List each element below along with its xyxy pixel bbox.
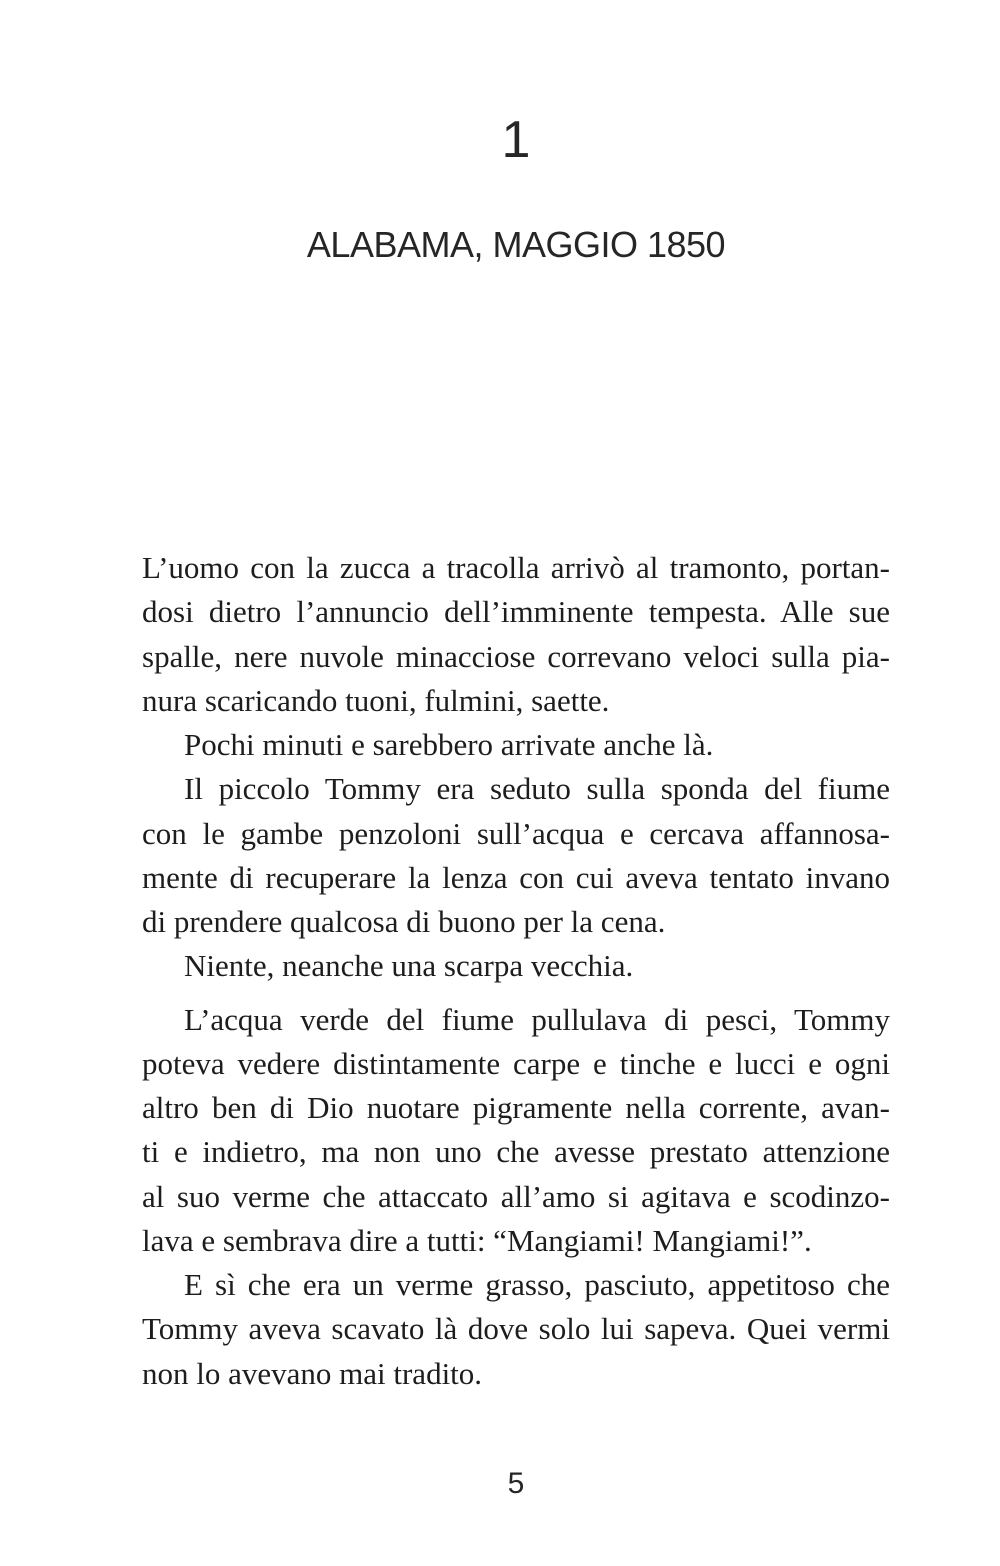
paragraph — [142, 998, 890, 1264]
body-line: L’uomo con la zucca a tracolla arrivò al tramonto, portan- — [142, 550, 890, 585]
paragraph — [142, 1263, 890, 1396]
body-line: lava e sembrava dire a tutti: “Mangiami! Mangiami!”. — [142, 1222, 812, 1258]
body-line: mente di recuperare la lenza con cui aveva tentato invano — [142, 859, 890, 895]
paragraph — [142, 723, 890, 767]
body-line: Niente, neanche una scarpa vecchia. — [184, 948, 634, 984]
body-line: di prendere qualcosa di buono per la cena. — [142, 904, 666, 939]
body-text — [142, 546, 890, 1396]
chapter-number: 1 — [501, 111, 531, 169]
body-line: Il piccolo Tommy era seduto sulla sponda del fiume — [184, 771, 890, 807]
body-line: nura scaricando tuoni, fulmini, saette. — [142, 682, 610, 718]
paragraph — [142, 944, 890, 988]
body-line: L’acqua verde del fiume pullulava di pesci, Tommy — [184, 1001, 890, 1037]
page-number: 5 — [507, 1467, 525, 1500]
body-line: dosi dietro l’annuncio dell’imminente tempesta. Alle sue — [142, 594, 890, 630]
body-line: ti e indietro, ma non uno che avesse prestato attenzione — [142, 1134, 890, 1170]
paragraph — [142, 767, 890, 944]
body-line: Pochi minuti e sarebbero arrivate anche là. — [184, 727, 714, 762]
body-line: altro ben di Dio nuotare pigramente nella corrente, avan- — [142, 1090, 890, 1125]
paragraph — [142, 546, 890, 723]
body-line: non lo avevano mai tradito. — [142, 1355, 483, 1391]
body-line: al suo verme che attaccato all’amo si agitava e scodinzo- — [142, 1178, 890, 1214]
body-line: Tommy aveva scavato là dove solo lui sapeva. Quei vermi — [142, 1311, 890, 1347]
body-line: con le gambe penzoloni sull’acqua e cercava affannosa- — [142, 815, 890, 851]
body-line: E sì che era un verme grasso, pasciuto, appetitoso che — [184, 1267, 890, 1302]
body-line: spalle, nere nuvole minacciose correvano veloci sulla pia- — [142, 638, 890, 674]
chapter-subtitle: ALABAMA, MAGGIO 1850 — [306, 224, 726, 265]
body-line: poteva vedere distintamente carpe e tinche e lucci e ogni — [142, 1045, 890, 1081]
